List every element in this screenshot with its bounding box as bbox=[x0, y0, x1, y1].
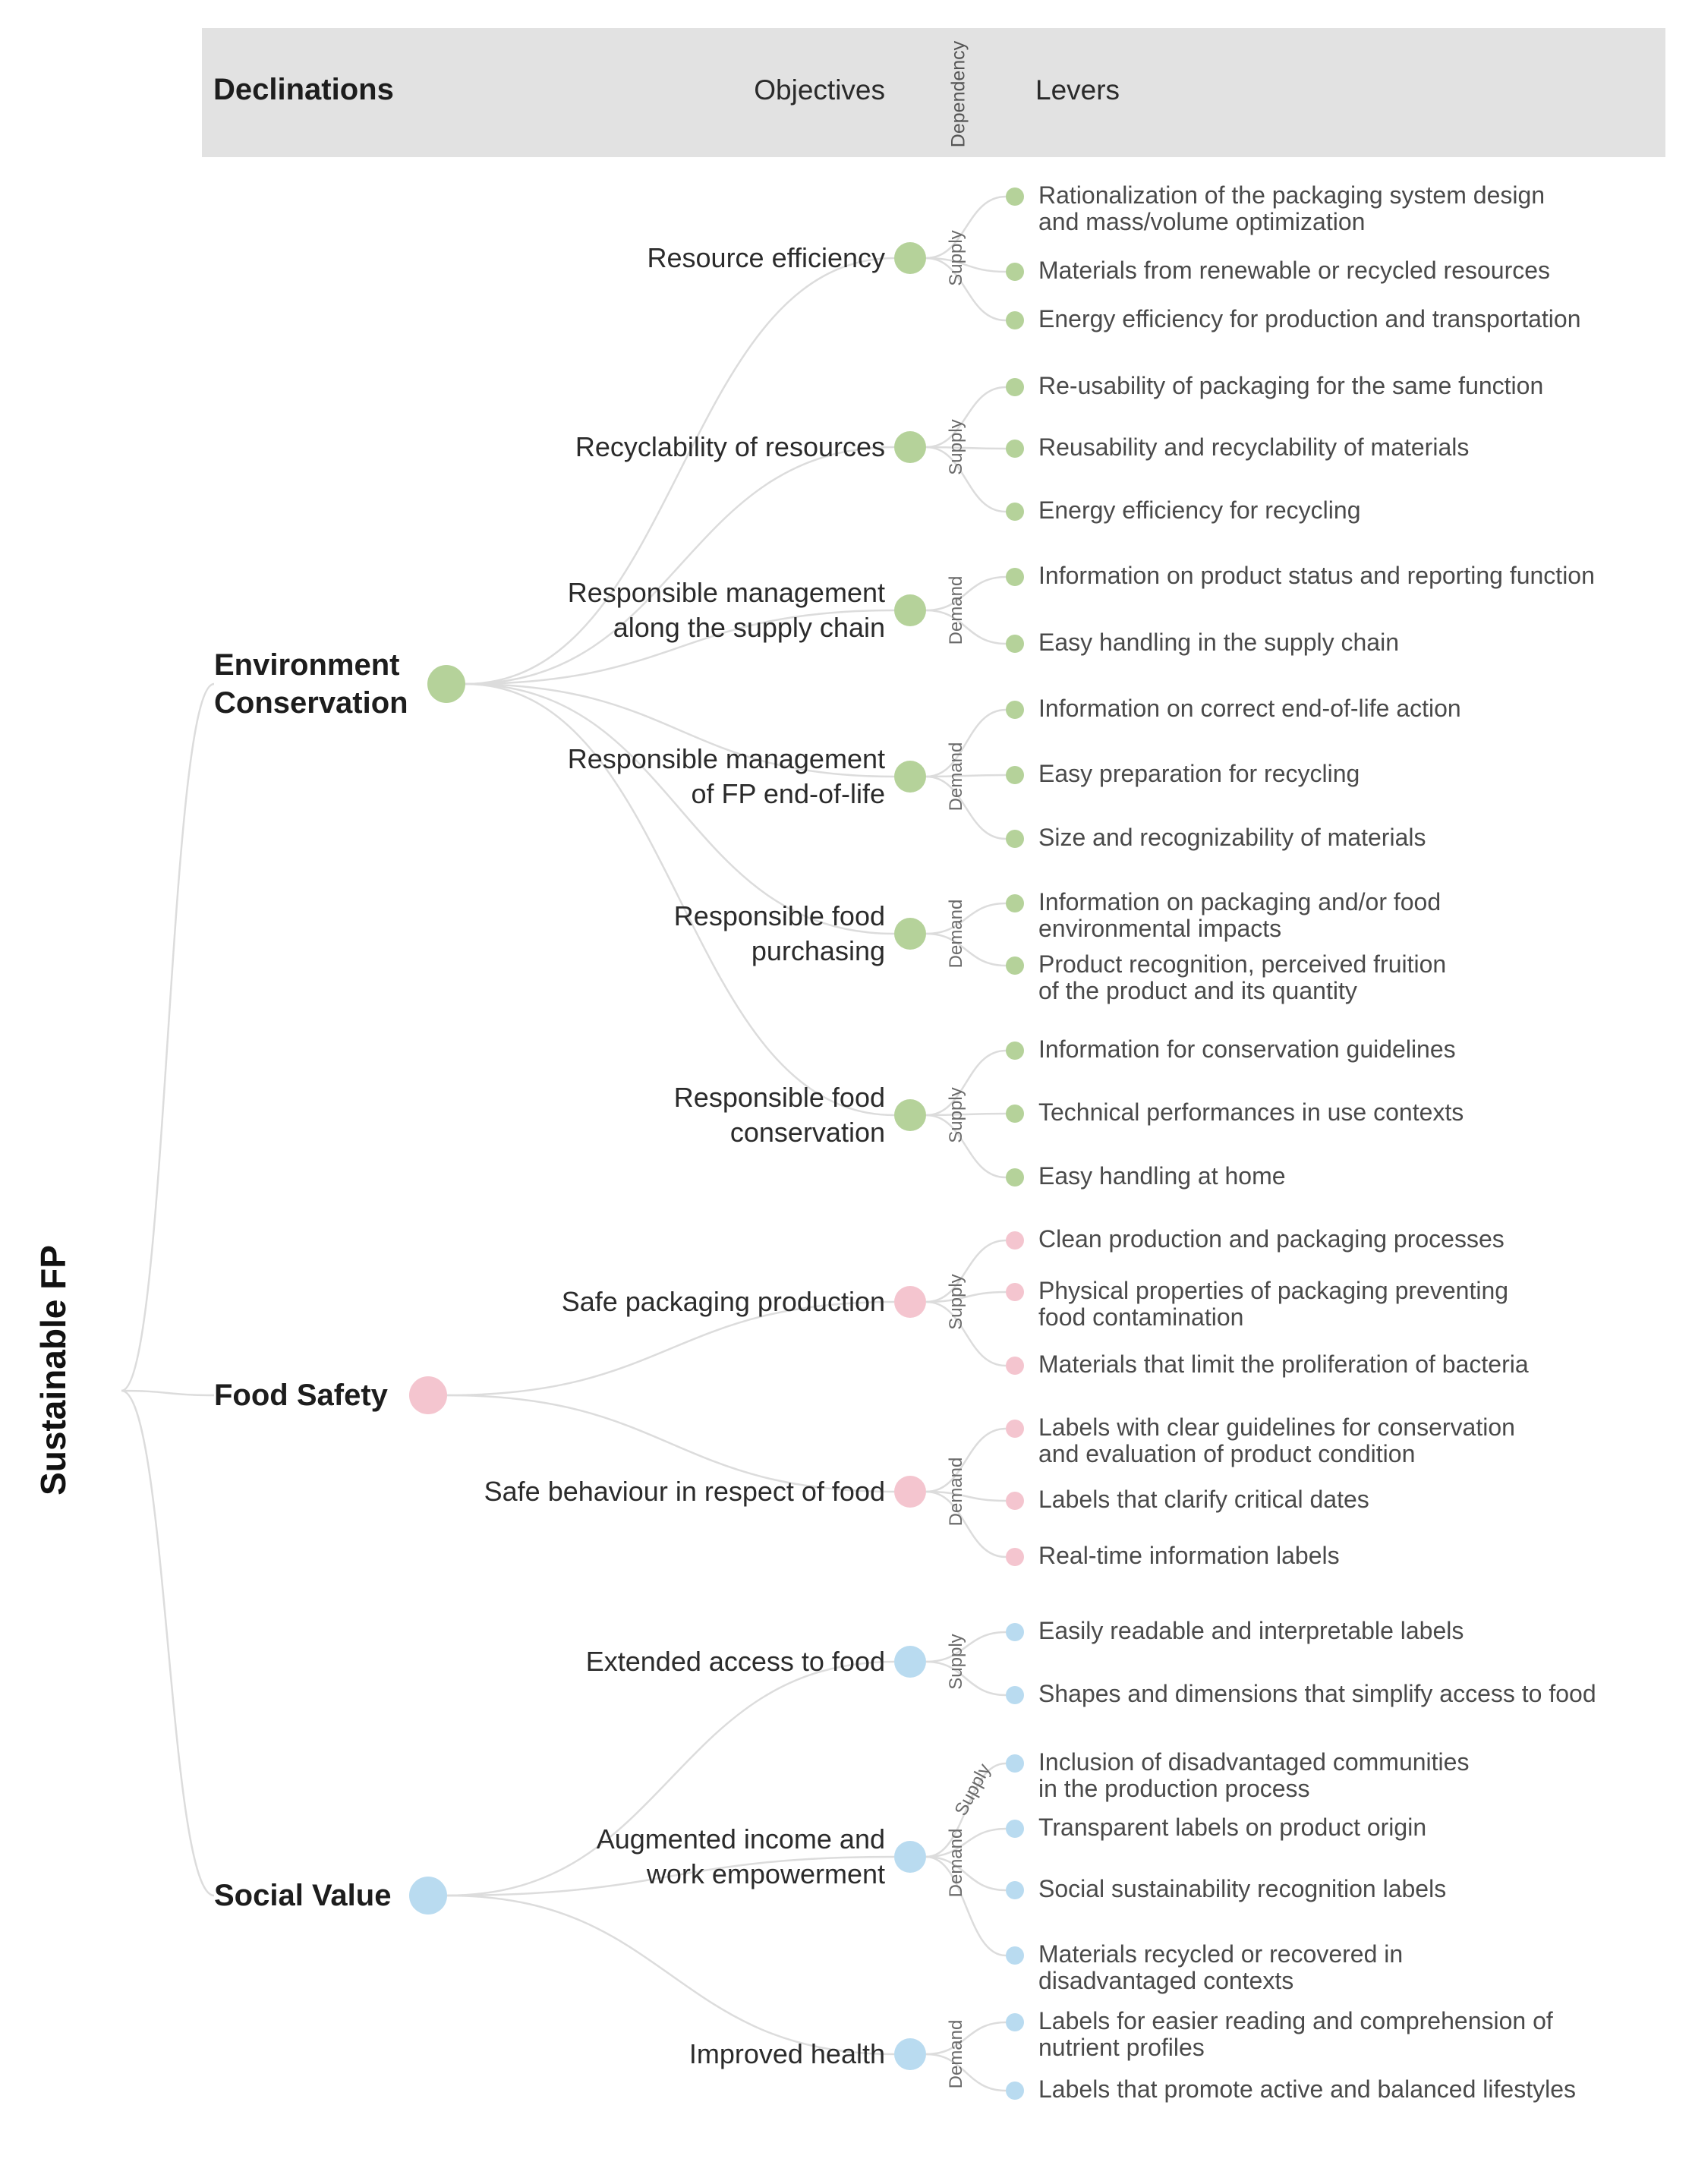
declination-dot bbox=[427, 665, 465, 703]
lever-label-line: Labels for easier reading and comprehension of bbox=[1038, 2007, 1553, 2034]
lever-label bbox=[1038, 497, 1360, 524]
lever-label-line: Clean production and packaging processes bbox=[1038, 1225, 1505, 1253]
lever-dot bbox=[1006, 1820, 1024, 1838]
lever-label-line: Materials that limit the proliferation of bacteria bbox=[1038, 1350, 1529, 1378]
objective-dot bbox=[894, 594, 926, 626]
lever-label-line: Reusability and recyclability of materials bbox=[1038, 433, 1470, 461]
lever-label-line: of the product and its quantity bbox=[1038, 977, 1357, 1004]
lever-label-line: and mass/volume optimization bbox=[1038, 208, 1366, 235]
lever-label-line: Information on packaging and/or food bbox=[1038, 888, 1442, 916]
lever-label-line: Easy preparation for recycling bbox=[1038, 760, 1360, 787]
lever-label bbox=[1038, 824, 1426, 851]
dependency-label: Supply bbox=[946, 1087, 966, 1143]
connector bbox=[121, 1391, 214, 1896]
objective-label-line: work empowerment bbox=[646, 1858, 885, 1889]
lever-label bbox=[1038, 257, 1550, 284]
lever-label-line: Shapes and dimensions that simplify access to food bbox=[1038, 1680, 1596, 1707]
lever-label bbox=[1038, 1618, 1464, 1644]
dependency-label: Supply bbox=[946, 230, 966, 286]
lever-dot bbox=[1006, 311, 1024, 329]
objective-label-line: Responsible management bbox=[567, 743, 885, 774]
objective-label bbox=[568, 742, 885, 812]
objective-label-line: Extended access to food bbox=[585, 1646, 885, 1677]
lever-label bbox=[1038, 373, 1543, 399]
objective-label-line: Resource efficiency bbox=[647, 242, 885, 273]
lever-dot bbox=[1006, 2013, 1024, 2031]
declination-label bbox=[214, 1877, 391, 1915]
objective-label-line: Improved health bbox=[688, 2038, 885, 2069]
lever-dot bbox=[1006, 1548, 1024, 1566]
lever-label bbox=[1038, 951, 1446, 1004]
objective-dot bbox=[894, 1646, 926, 1678]
objective-dot bbox=[894, 1099, 926, 1131]
objective-label-line: Responsible management bbox=[567, 577, 885, 608]
dependency-label-secondary: Supply bbox=[950, 1760, 995, 1820]
objective-dot bbox=[894, 1841, 926, 1873]
lever-dot bbox=[1006, 1492, 1024, 1510]
header-dependency: Dependency bbox=[947, 40, 969, 148]
lever-label-line: Energy efficiency for production and transportation bbox=[1038, 305, 1581, 332]
objective-dot bbox=[894, 242, 926, 274]
objective-label bbox=[562, 1284, 885, 1319]
lever-label bbox=[1038, 2008, 1553, 2061]
dependency-label: Demand bbox=[946, 1828, 966, 1898]
lever-label bbox=[1038, 695, 1461, 722]
lever-label-line: Easy handling at home bbox=[1038, 1162, 1286, 1190]
connector bbox=[121, 684, 214, 1391]
lever-label-line: Size and recognizability of materials bbox=[1038, 824, 1426, 851]
lever-label bbox=[1038, 1099, 1464, 1126]
lever-label-line: Real-time information labels bbox=[1038, 1542, 1340, 1569]
declination-label-line: Conservation bbox=[214, 686, 408, 720]
lever-label bbox=[1038, 1681, 1596, 1707]
lever-dot bbox=[1006, 635, 1024, 653]
lever-label-line: Product recognition, perceived fruition bbox=[1038, 950, 1447, 978]
lever-dot bbox=[1006, 503, 1024, 521]
objective-dot bbox=[894, 431, 926, 463]
lever-label bbox=[1038, 1414, 1515, 1467]
lever-label-line: Information on correct end-of-life action bbox=[1038, 695, 1461, 722]
lever-dot bbox=[1006, 1042, 1024, 1060]
objective-label bbox=[689, 2037, 885, 2072]
lever-dot bbox=[1006, 1105, 1024, 1123]
lever-label-line: Inclusion of disadvantaged communities bbox=[1038, 1748, 1470, 1776]
lever-label-line: environmental impacts bbox=[1038, 915, 1282, 942]
dependency-label: Demand bbox=[946, 742, 966, 812]
lever-label-line: Re-usability of packaging for the same function bbox=[1038, 372, 1544, 399]
objective-label-line: Recyclability of resources bbox=[575, 431, 885, 462]
dependency-label: Demand bbox=[946, 899, 966, 969]
lever-label bbox=[1038, 761, 1360, 787]
lever-label bbox=[1038, 1814, 1426, 1841]
lever-label-line: Easy handling in the supply chain bbox=[1038, 629, 1399, 656]
lever-dot bbox=[1006, 830, 1024, 848]
lever-label bbox=[1038, 629, 1399, 656]
lever-dot bbox=[1006, 1754, 1024, 1773]
lever-label bbox=[1038, 1036, 1456, 1063]
objective-label-line: Safe packaging production bbox=[561, 1286, 885, 1317]
lever-label bbox=[1038, 2076, 1576, 2103]
objective-dot bbox=[894, 1476, 926, 1508]
declination-label bbox=[214, 646, 408, 722]
lever-dot bbox=[1006, 766, 1024, 784]
lever-dot bbox=[1006, 1420, 1024, 1438]
lever-label-line: disadvantaged contexts bbox=[1038, 1967, 1294, 1994]
lever-label-line: Materials from renewable or recycled resources bbox=[1038, 257, 1551, 284]
lever-label bbox=[1038, 889, 1441, 942]
objective-dot bbox=[894, 761, 926, 793]
lever-label-line: in the production process bbox=[1038, 1775, 1310, 1802]
lever-label bbox=[1038, 1543, 1340, 1569]
objective-label bbox=[647, 241, 886, 276]
objective-label bbox=[674, 899, 885, 969]
lever-dot bbox=[1006, 1231, 1024, 1250]
lever-label-line: Easily readable and interpretable labels bbox=[1038, 1617, 1464, 1644]
dependency-label: Supply bbox=[946, 419, 966, 475]
dependency-label: Supply bbox=[946, 1634, 966, 1690]
lever-label-line: Social sustainability recognition labels bbox=[1038, 1875, 1447, 1902]
lever-label bbox=[1038, 1278, 1508, 1331]
lever-label-line: and evaluation of product condition bbox=[1038, 1440, 1416, 1467]
lever-dot bbox=[1006, 263, 1024, 281]
lever-dot bbox=[1006, 188, 1024, 206]
lever-dot bbox=[1006, 2082, 1024, 2100]
objective-dot bbox=[894, 918, 926, 950]
objective-label-line: Responsible food bbox=[673, 1082, 885, 1113]
declination-dot bbox=[409, 1376, 447, 1414]
declination-label-line: Social Value bbox=[214, 1879, 392, 1912]
lever-dot bbox=[1006, 1686, 1024, 1704]
lever-dot bbox=[1006, 1623, 1024, 1641]
lever-label bbox=[1038, 306, 1581, 332]
lever-dot bbox=[1006, 1946, 1024, 1965]
header-declinations: Declinations bbox=[213, 73, 394, 106]
declination-label bbox=[214, 1376, 388, 1414]
objective-label-line: purchasing bbox=[751, 935, 885, 966]
lever-label bbox=[1038, 1941, 1403, 1994]
objective-label-line: of FP end-of-life bbox=[691, 778, 885, 809]
root-label: Sustainable FP bbox=[33, 1245, 73, 1495]
lever-label bbox=[1038, 1749, 1469, 1802]
lever-label-line: Technical performances in use contexts bbox=[1038, 1098, 1464, 1126]
lever-label-line: Energy efficiency for recycling bbox=[1038, 496, 1361, 524]
lever-dot bbox=[1006, 1357, 1024, 1375]
dependency-label: Supply bbox=[946, 1274, 966, 1330]
dependency-label: Demand bbox=[946, 575, 966, 645]
objective-dot bbox=[894, 2038, 926, 2070]
lever-label bbox=[1038, 1351, 1529, 1378]
lever-label bbox=[1038, 434, 1469, 461]
lever-label-line: Rationalization of the packaging system design bbox=[1038, 181, 1545, 209]
objective-label bbox=[575, 430, 885, 465]
header-objectives: Objectives bbox=[754, 74, 885, 106]
objective-label bbox=[568, 575, 885, 645]
objective-dot bbox=[894, 1286, 926, 1318]
lever-label bbox=[1038, 1876, 1446, 1902]
dependency-label: Demand bbox=[946, 1457, 966, 1527]
dependency-label: Demand bbox=[946, 2019, 966, 2089]
lever-label-line: Materials recycled or recovered in bbox=[1038, 1940, 1404, 1968]
lever-dot bbox=[1006, 378, 1024, 396]
lever-label-line: food contamination bbox=[1038, 1303, 1244, 1331]
lever-label bbox=[1038, 563, 1595, 589]
lever-label-line: Transparent labels on product origin bbox=[1038, 1814, 1427, 1841]
lever-label-line: Labels that clarify critical dates bbox=[1038, 1486, 1369, 1513]
connector bbox=[447, 1896, 894, 2054]
connector bbox=[465, 447, 894, 684]
lever-dot bbox=[1006, 1168, 1024, 1187]
lever-dot bbox=[1006, 568, 1024, 586]
lever-dot bbox=[1006, 894, 1024, 912]
lever-label-line: Labels that promote active and balanced lifestyles bbox=[1038, 2075, 1576, 2103]
declination-dot bbox=[409, 1877, 447, 1915]
lever-label bbox=[1038, 182, 1545, 235]
objective-label-line: along the supply chain bbox=[613, 612, 885, 643]
column-header-bar bbox=[202, 28, 1665, 157]
lever-dot bbox=[1006, 440, 1024, 458]
declination-label-line: Food Safety bbox=[214, 1379, 388, 1412]
header-levers: Levers bbox=[1035, 74, 1120, 106]
lever-label bbox=[1038, 1226, 1505, 1253]
objective-label bbox=[674, 1080, 885, 1150]
objective-label-line: Responsible food bbox=[673, 900, 885, 931]
lever-label-line: Information for conservation guidelines bbox=[1038, 1035, 1456, 1063]
objective-label-line: Augmented income and bbox=[596, 1823, 885, 1855]
lever-dot bbox=[1006, 1283, 1024, 1301]
lever-dot bbox=[1006, 701, 1024, 719]
objective-label bbox=[484, 1474, 885, 1509]
lever-dot bbox=[1006, 1881, 1024, 1899]
lever-label-line: Physical properties of packaging preventing bbox=[1038, 1277, 1509, 1304]
objective-label bbox=[586, 1644, 885, 1679]
objective-label bbox=[597, 1822, 885, 1892]
lever-label bbox=[1038, 1486, 1369, 1513]
lever-label-line: Information on product status and reporting function bbox=[1038, 562, 1595, 589]
declination-label-line: Environment bbox=[214, 648, 400, 682]
objective-label-line: Safe behaviour in respect of food bbox=[484, 1476, 885, 1507]
connector bbox=[121, 1391, 214, 1395]
lever-dot bbox=[1006, 956, 1024, 975]
lever-label-line: Labels with clear guidelines for conservation bbox=[1038, 1413, 1515, 1441]
objective-label-line: conservation bbox=[729, 1117, 885, 1148]
lever-label-line: nutrient profiles bbox=[1038, 2034, 1205, 2061]
lever-label bbox=[1038, 1163, 1286, 1190]
